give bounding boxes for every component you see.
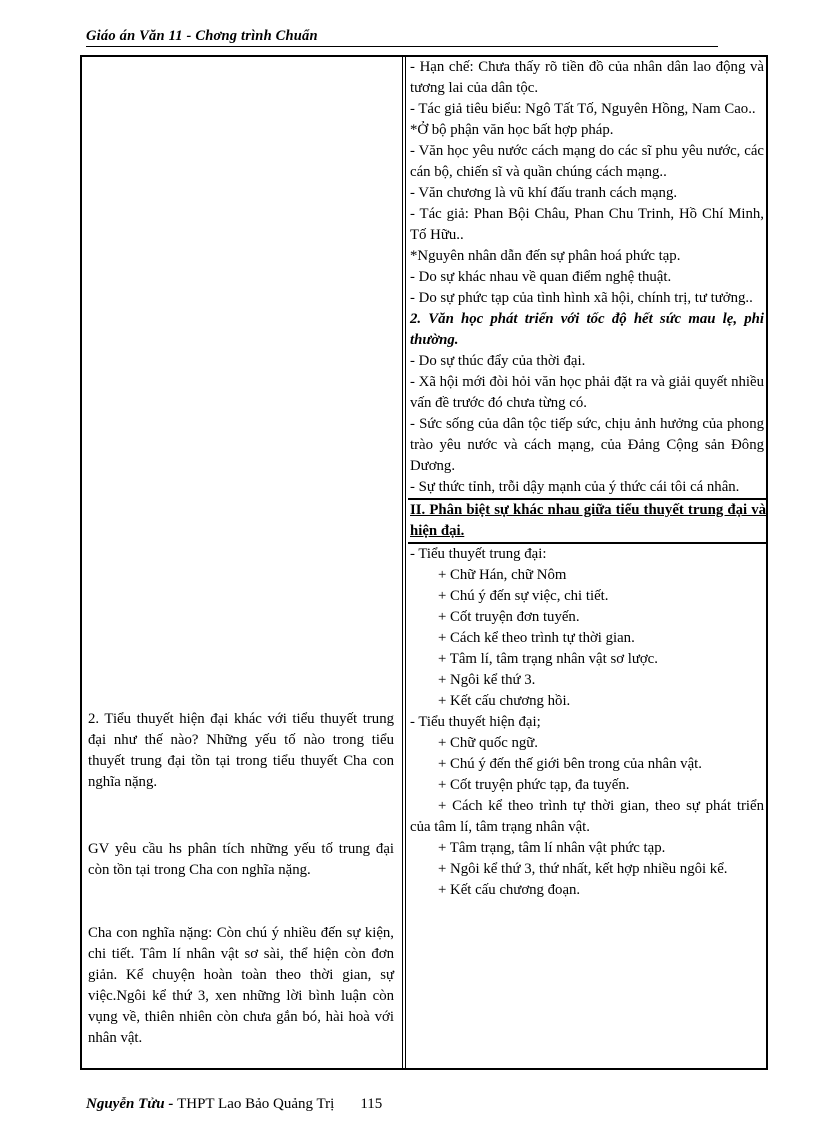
footer-separator: - — [164, 1096, 178, 1112]
list-item: + Ngôi kể thứ 3. — [438, 672, 536, 688]
task-text: GV yêu cầu hs phân tích những yếu tố trung đại còn tồn tại trong Cha con nghĩa nặng. — [88, 841, 394, 878]
list-item: + Chữ Hán, chữ Nôm — [438, 567, 567, 583]
content-line: - Do sự thúc đẩy của thời đại. — [410, 353, 586, 369]
list-item: + Cốt truyện đơn tuyến. — [438, 609, 580, 625]
header-title: Giáo án Văn 11 - Chơng trình Chuẩn — [86, 28, 318, 44]
column-divider — [402, 57, 406, 1068]
content-column — [408, 57, 766, 1068]
author-name: Nguyễn Tửu — [86, 1096, 165, 1112]
page-number: 115 — [360, 1096, 383, 1112]
content-line: - Văn học yêu nước cách mạng do các sĩ phu yêu nước, các cán bộ, chiến sĩ và quần chúng cách mạng.. — [410, 143, 764, 180]
content-line: - Xã hội mới đòi hỏi văn học phải đặt ra và giải quyết nhiều vấn đề trước đó chưa từng có. — [410, 374, 764, 411]
list-item: + Chú ý đến sự việc, chi tiết. — [438, 588, 609, 604]
content-line: - Tiểu thuyết trung đại: — [410, 546, 547, 562]
content-line: - Hạn chế: Chưa thấy rõ tiền đồ của nhân dân lao động và tương lai của dân tộc. — [410, 59, 764, 96]
section-heading-2: 2. Văn học phát triển với tốc độ hết sức mau lẹ, phi thường. — [410, 311, 764, 348]
list-item: + Ngôi kể thứ 3, thứ nhất, kết hợp nhiều ngôi kể. — [438, 861, 728, 877]
content-line: - Tác giả tiêu biểu: Ngô Tất Tố, Nguyên Hồng, Nam Cao.. — [410, 101, 756, 117]
list-item: + Kết cấu chương đoạn. — [438, 882, 581, 898]
content-line: - Sức sống của dân tộc tiếp sức, chịu ảnh hưởng của phong trào yêu nước và cách mạng, của Đảng Cộng sản Đông Dương. — [410, 416, 764, 474]
page-footer — [86, 1096, 382, 1113]
list-item: + Cách kể theo trình tự thời gian. — [438, 630, 635, 646]
content-line: - Tác giả: Phan Bội Châu, Phan Chu Trinh, Hồ Chí Minh, Tố Hữu.. — [410, 206, 764, 243]
school-name: THPT Lao Bảo Quảng Trị — [177, 1096, 335, 1112]
content-line: - Do sự khác nhau về quan điểm nghệ thuật. — [410, 269, 672, 285]
content-line: *Nguyên nhân dẫn đến sự phân hoá phức tạp. — [410, 248, 681, 264]
list-item: + Kết cấu chương hồi. — [438, 693, 571, 709]
teacher-activity-column — [82, 57, 402, 1068]
list-item: + Cách kể theo trình tự thời gian, theo sự phát triển của tâm lí, tâm trạng nhân vật. — [410, 798, 764, 835]
content-line: - Sự thức tỉnh, trỗi dậy mạnh của ý thức cái tôi cá nhân. — [410, 479, 740, 495]
content-line: - Văn chương là vũ khí đấu tranh cách mạng. — [410, 185, 678, 201]
section-heading-ii: II. Phân biệt sự khác nhau giữa tiểu thuyết trung đại và hiện đại. — [408, 498, 766, 544]
answer-text: Cha con nghĩa nặng: Còn chú ý nhiều đến sự kiện, chi tiết. Tâm lí nhân vật sơ sài, thể hiện còn đơn giản. Kể chuyện hoàn toàn theo thời gian, sự việc.Ngôi kể thứ 3, xen những lời bình luận còn vụng về, thiên nhiên còn chưa gắn bó, hài hoà với nhân vật. — [88, 925, 394, 1046]
content-text — [410, 57, 764, 901]
list-item: + Cốt truyện phức tạp, đa tuyến. — [438, 777, 630, 793]
content-line: - Do sự phức tạp của tình hình xã hội, chính trị, tư tưởng.. — [410, 290, 753, 306]
lesson-table — [80, 55, 768, 1070]
content-line: - Tiểu thuyết hiện đại; — [410, 714, 541, 730]
list-item: + Tâm lí, tâm trạng nhân vật sơ lược. — [438, 651, 658, 667]
content-line: *Ở bộ phận văn học bất hợp pháp. — [410, 122, 614, 138]
list-item: + Tâm trạng, tâm lí nhân vật phức tạp. — [438, 840, 666, 856]
list-item: + Chữ quốc ngữ. — [438, 735, 539, 751]
page-header — [86, 28, 718, 47]
question-text: 2. Tiểu thuyết hiện đại khác với tiểu thuyết trung đại như thế nào? Những yếu tố nào trong tiểu thuyết trung đại tồn tại trong tiểu thuyết Cha con nghĩa nặng. — [88, 711, 394, 790]
list-item: + Chú ý đến thế giới bên trong của nhân vật. — [438, 756, 702, 772]
